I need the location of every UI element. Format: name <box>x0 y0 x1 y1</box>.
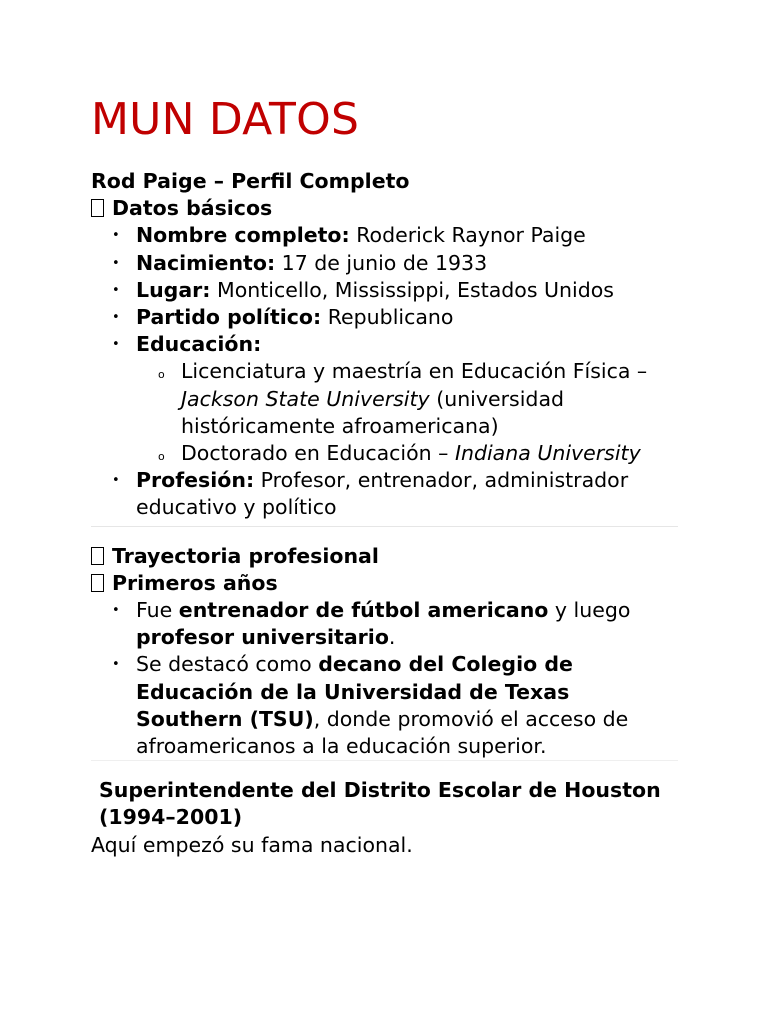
bullet-icon: • <box>112 473 120 489</box>
missing-glyph-icon <box>91 547 104 565</box>
education-text: Doctorado en Educación – <box>181 441 455 466</box>
missing-glyph-icon <box>91 574 104 592</box>
bullet-icon: • <box>112 228 120 244</box>
list-item <box>112 277 678 304</box>
field-label: Nacimiento: <box>136 250 276 275</box>
profile-content <box>91 168 678 859</box>
basic-data-list <box>91 222 678 521</box>
section-divider <box>91 526 678 527</box>
bullet-icon: • <box>112 310 120 326</box>
list-item <box>112 467 678 521</box>
circle-bullet-icon: o <box>158 368 165 382</box>
bullet-icon: • <box>112 337 120 353</box>
education-item <box>158 358 678 440</box>
list-item <box>112 651 678 760</box>
field-value: Roderick Raynor Paige <box>349 223 586 248</box>
document-title: MUN DATOS <box>91 94 360 145</box>
field-value: Republicano <box>321 305 454 330</box>
section-heading-career-text: Trayectoria profesional <box>112 543 379 568</box>
career-list <box>91 597 678 760</box>
list-item <box>112 597 678 651</box>
section-heading-houston: Superintendente del Distrito Escolar de Houston (1994–2001) <box>99 778 661 830</box>
section-heading-basic <box>91 195 678 222</box>
field-label: Profesión: <box>136 468 255 493</box>
career-highlight: decano del Colegio de Educación de la Universidad de Texas Southern (TSU) <box>136 652 573 731</box>
field-value: Profesor, entrenador, administrador educativo y político <box>136 468 629 520</box>
list-item <box>112 331 678 467</box>
education-item <box>158 440 678 467</box>
houston-text: Aquí empezó su fama nacional. <box>91 832 413 857</box>
career-highlight: entrenador de fútbol americano <box>178 598 549 623</box>
career-text: Fue <box>136 598 179 623</box>
bullet-icon: • <box>112 282 120 298</box>
circle-bullet-icon: o <box>158 450 165 464</box>
career-text: y luego <box>548 598 631 623</box>
missing-glyph-icon <box>91 199 104 217</box>
section-heading-basic-text: Datos básicos <box>112 196 273 221</box>
section-divider <box>91 760 678 761</box>
bullet-icon: • <box>112 657 120 673</box>
education-note: (universidad históricamente afroamericana) <box>181 386 565 438</box>
section-heading-career <box>91 543 678 570</box>
field-value: Monticello, Mississippi, Estados Unidos <box>210 277 614 302</box>
profile-heading: Rod Paige – Perfil Completo <box>91 169 410 193</box>
field-label: Nombre completo: <box>136 223 350 248</box>
institution-name: Jackson State University <box>181 386 430 411</box>
bullet-icon: • <box>112 255 120 271</box>
field-label: Partido político: <box>136 305 322 330</box>
list-item <box>112 304 678 331</box>
career-text: , donde promovió el acceso de afroamericanos a la educación superior. <box>136 706 629 759</box>
field-label: Lugar: <box>136 277 211 302</box>
list-item <box>112 250 678 277</box>
education-list <box>136 358 678 467</box>
subsection-heading-early <box>91 570 678 597</box>
career-text: Se destacó como <box>136 652 319 677</box>
field-value: 17 de junio de 1933 <box>275 250 488 275</box>
subsection-heading-early-text: Primeros años <box>112 570 278 595</box>
list-item <box>112 222 678 249</box>
career-text: . <box>388 625 396 650</box>
institution-name: Indiana University <box>454 441 641 466</box>
bullet-icon: • <box>112 603 120 619</box>
education-text: Licenciatura y maestría en Educación Física – <box>181 359 648 384</box>
career-highlight: profesor universitario <box>136 625 389 650</box>
field-label: Educación: <box>136 332 262 357</box>
